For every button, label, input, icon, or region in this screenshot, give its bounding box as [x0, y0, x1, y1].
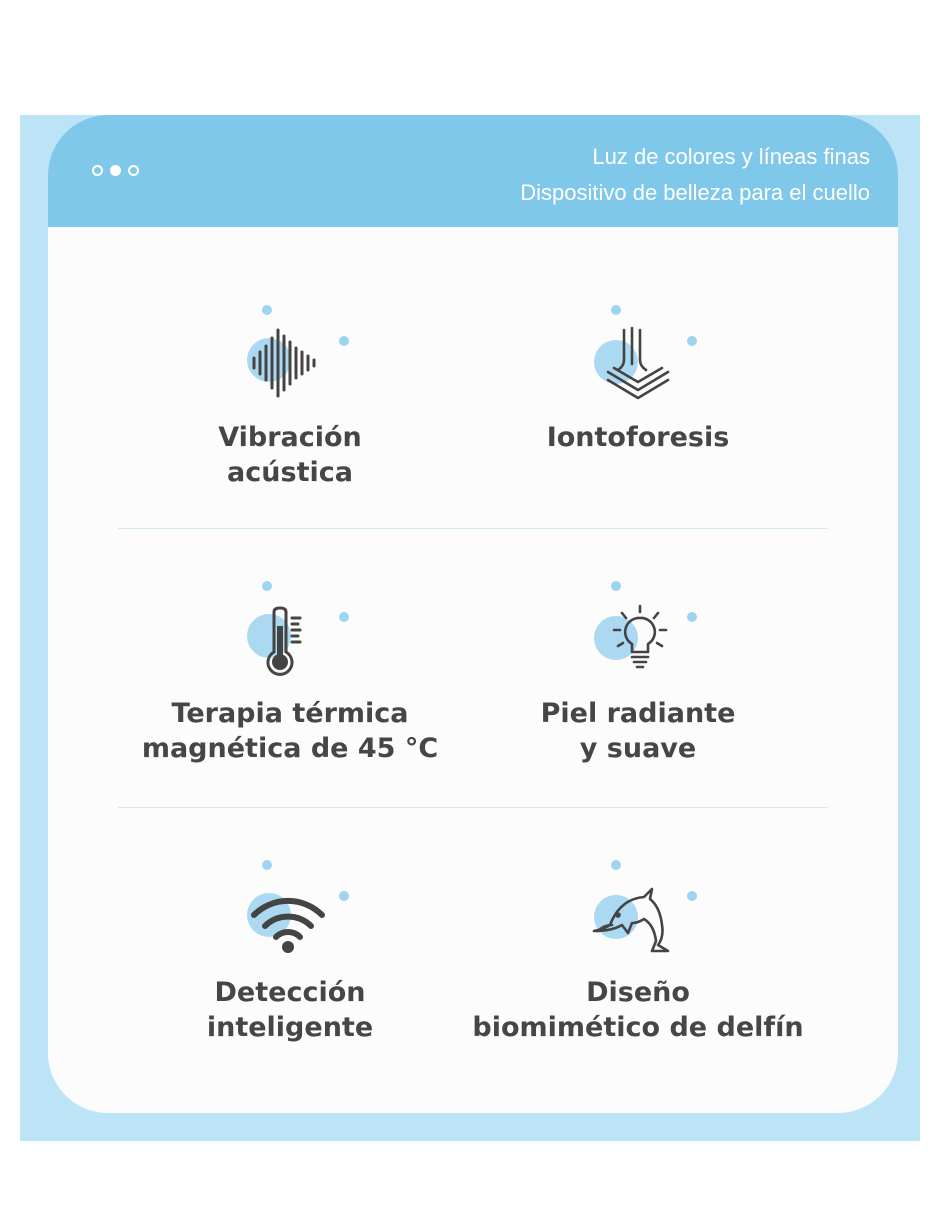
header-line-1: Luz de colores y líneas finas: [592, 144, 870, 169]
row-divider: [118, 528, 828, 529]
feature-label: Iontoforesis: [546, 422, 730, 453]
card-header: [48, 115, 898, 227]
accent-dot: [687, 891, 697, 901]
dot-outline: [128, 165, 139, 176]
accent-dot: [687, 336, 697, 346]
feature-label: Diseño biomimético de delfín: [472, 977, 804, 1043]
feature-item: [458, 300, 818, 455]
sound-wave-icon: [250, 328, 326, 398]
accent-dot: [262, 305, 272, 315]
accent-dot: [339, 891, 349, 901]
header-title: [520, 139, 870, 211]
iontophoresis-icon: [606, 326, 670, 402]
dot-outline: [92, 165, 103, 176]
accent-dot: [687, 612, 697, 622]
feature-item: [110, 300, 470, 490]
thermometer-icon: [260, 606, 306, 678]
feature-item: [458, 576, 818, 766]
window-dots: [92, 165, 139, 176]
header-line-2: Dispositivo de belleza para el cuello: [520, 180, 870, 205]
feature-item: [458, 855, 818, 1045]
dolphin-icon: [590, 885, 672, 955]
accent-dot: [339, 612, 349, 622]
row-divider: [118, 807, 828, 808]
feature-item: [110, 855, 470, 1045]
accent-dot: [611, 860, 621, 870]
feature-label: Detección inteligente: [206, 977, 374, 1043]
feature-item: [110, 576, 470, 766]
accent-dot: [262, 860, 272, 870]
feature-label: Piel radiante y suave: [540, 698, 736, 764]
light-bulb-icon: [610, 604, 670, 674]
accent-dot: [262, 581, 272, 591]
accent-dot: [339, 336, 349, 346]
accent-dot: [611, 581, 621, 591]
accent-dot: [611, 305, 621, 315]
dot-filled: [110, 165, 121, 176]
wifi-icon: [250, 895, 326, 955]
feature-label: Terapia térmica magnética de 45 °C: [141, 698, 439, 764]
feature-label: Vibración acústica: [218, 422, 362, 488]
